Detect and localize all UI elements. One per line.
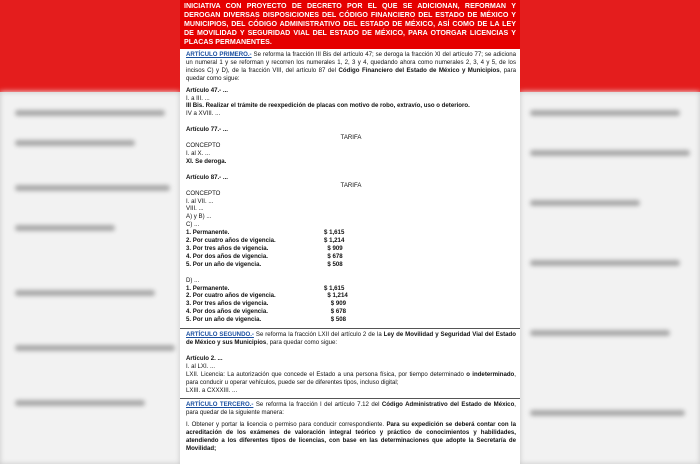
- rate-label: 2. Por cuatro años de vigencia.: [186, 292, 276, 300]
- backdrop-line: [15, 185, 170, 191]
- rate-label: 3. Por tres años de vigencia.: [186, 244, 269, 252]
- rate-row: [186, 245, 516, 253]
- rate-label: 3. Por tres años de vigencia.: [186, 300, 269, 308]
- rate-label: 1. Permanente.: [186, 229, 230, 237]
- backdrop-left-panel: [0, 92, 180, 464]
- article-7-12-paragraph: I. Obtener y portar la licencia o permiso para conducir correspondiente. Para su expedición se deberá contar con la acreditación de los exámenes de valoración integral teórico y práctico de conocimientos y habilidades, atendiendo a los diferentes tipos de licencias, con base en las determinaciones que adopte la Secretaría de Movilidad;: [186, 421, 516, 452]
- article-third-paragraph: ARTÍCULO TERCERO.- Se reforma la fracción I del artículo 7.12 del Código Administrativo del Estado de México, para quedar de la siguiente manera:: [186, 401, 516, 417]
- rate-label: 2. Por cuatro años de vigencia.: [186, 237, 276, 245]
- concepto-heading: CONCEPTO: [186, 189, 221, 197]
- rate-label: 4. Por dos años de vigencia.: [186, 308, 268, 316]
- rate-label: 5. Por un año de vigencia.: [186, 316, 262, 324]
- article-2-line: LXIII. a CXXXIII. ...: [186, 386, 238, 394]
- rate-value: $ 508: [324, 260, 343, 268]
- rate-value: $ 678: [324, 252, 343, 260]
- article-2-line: LXII. Licencia: La autorización que concede el Estado a una persona física, por tiempo determinado o indeterminado, para conducir u operar vehículos, puede ser de diferentes tipos, incluso digital;: [186, 370, 516, 386]
- rate-value: $ 1,214: [324, 237, 345, 245]
- rate-row: [186, 261, 516, 269]
- rate-row: [186, 253, 516, 261]
- spacer: [186, 118, 516, 126]
- rate-value: $ 678: [324, 308, 347, 316]
- article-47-line: IV a XVIII. ...: [186, 110, 221, 118]
- spacer: [186, 166, 516, 174]
- article-first-heading: ARTÍCULO PRIMERO.-: [186, 51, 252, 58]
- backdrop-line: [530, 110, 680, 116]
- article-77-title: Artículo 77.- ...: [186, 126, 228, 134]
- initiative-banner: INICIATIVA CON PROYECTO DE DECRETO POR EL QUE SE ADICIONAN, REFORMAN Y DEROGAN DIVERSAS DISPOSICIONES DEL CÓDIGO FINANCIERO DEL ESTADO DE MÉXICO Y MUNICIPIOS, DEL CÓDIGO ADMINISTRATIVO DEL ESTADO DE MÉXICO, ASÍ COMO DE LA LEY DE MOVILIDAD Y SEGURIDAD VIAL DEL ESTADO DE MÉXICO, PARA OTORGAR LICENCIAS Y PLACAS PERMANENTES.: [180, 0, 520, 49]
- article-second-paragraph: ARTÍCULO SEGUNDO.- Se reforma la fracción LXII del artículo 2 de la Ley de Movilidad y Seguridad Vial del Estado de México y sus Municipios, para quedar como sigue:: [186, 331, 516, 346]
- rate-label: 4. Por dos años de vigencia.: [186, 252, 268, 260]
- article-second-heading: ARTÍCULO SEGUNDO.-: [186, 331, 254, 339]
- concepto-heading: CONCEPTO: [186, 142, 221, 150]
- article-87-line: C) ...: [186, 221, 200, 229]
- rate-row: [186, 285, 516, 293]
- rate-value: $ 1,615: [324, 284, 345, 292]
- rate-row: [186, 292, 516, 300]
- rate-row: [186, 229, 516, 237]
- backdrop-line: [530, 410, 685, 416]
- backdrop-line: [15, 110, 165, 116]
- rate-row: [186, 316, 516, 324]
- backdrop-line: [15, 225, 115, 231]
- tarifa-heading: TARIFA: [340, 181, 362, 189]
- backdrop-line: [530, 200, 640, 206]
- backdrop-line: [15, 345, 175, 351]
- tarifa-heading: TARIFA: [340, 134, 362, 142]
- article-47-line: III Bis. Realizar el trámite de reexpedición de placas con motivo de robo, extravío, uso o deterioro.: [186, 102, 470, 110]
- article-87-line: D) ...: [186, 276, 200, 284]
- section-divider: [180, 398, 520, 399]
- rate-value: $ 1,214: [324, 292, 348, 300]
- rate-row: [186, 237, 516, 245]
- backdrop-line: [530, 330, 670, 336]
- rate-value: $ 909: [324, 300, 347, 308]
- rate-label: 1. Permanente.: [186, 284, 230, 292]
- section-divider: [180, 328, 520, 329]
- backdrop-line: [530, 150, 690, 156]
- backdrop-right-panel: [520, 92, 700, 464]
- article-first-paragraph: ARTÍCULO PRIMERO.- Se reforma la fracción III Bis del artículo 47; se deroga la fracción XI del artículo 77; se adiciona un numeral 1 y se reforman y recorren los numerales 1, 2, 3 y 4, quedando ahora como numerales 2, 3, 4 y 5, de los incisos C) y D), de la fracción VIII, del artículo 87 del Código Financiero del Estado de México y Municipios, para quedar como sigue:: [186, 51, 517, 82]
- article-87-line: I. al VII. ...: [186, 197, 214, 205]
- backdrop-line: [15, 290, 155, 296]
- rate-row: [186, 308, 516, 316]
- backdrop-line: [530, 260, 680, 266]
- spacer: [186, 269, 516, 277]
- article-47-line: I. a III. ...: [186, 94, 210, 102]
- rate-value: $ 909: [324, 244, 343, 252]
- article-47-title: Artículo 47.- ...: [186, 86, 228, 94]
- rate-value: $ 1,615: [324, 229, 345, 237]
- backdrop-line: [15, 140, 135, 146]
- article-87-line: A) y B) ...: [186, 213, 212, 221]
- rate-row: [186, 300, 516, 308]
- backdrop-line: [15, 400, 145, 406]
- document-page: [180, 0, 520, 464]
- article-77-line: I. al X. ...: [186, 149, 211, 157]
- document-body: [180, 49, 520, 453]
- spacer: [186, 347, 516, 355]
- article-87-title: Artículo 87.- ...: [186, 173, 228, 181]
- article-87-line: VIII. ...: [186, 205, 204, 213]
- article-2-line: I. al LXI. ...: [186, 362, 216, 370]
- article-2-title: Artículo 2. ...: [186, 354, 223, 362]
- rate-label: 5. Por un año de vigencia.: [186, 260, 262, 268]
- rate-value: $ 508: [324, 316, 347, 324]
- article-77-line: XI. Se deroga.: [186, 157, 227, 165]
- article-third-heading: ARTÍCULO TERCERO.-: [186, 401, 254, 409]
